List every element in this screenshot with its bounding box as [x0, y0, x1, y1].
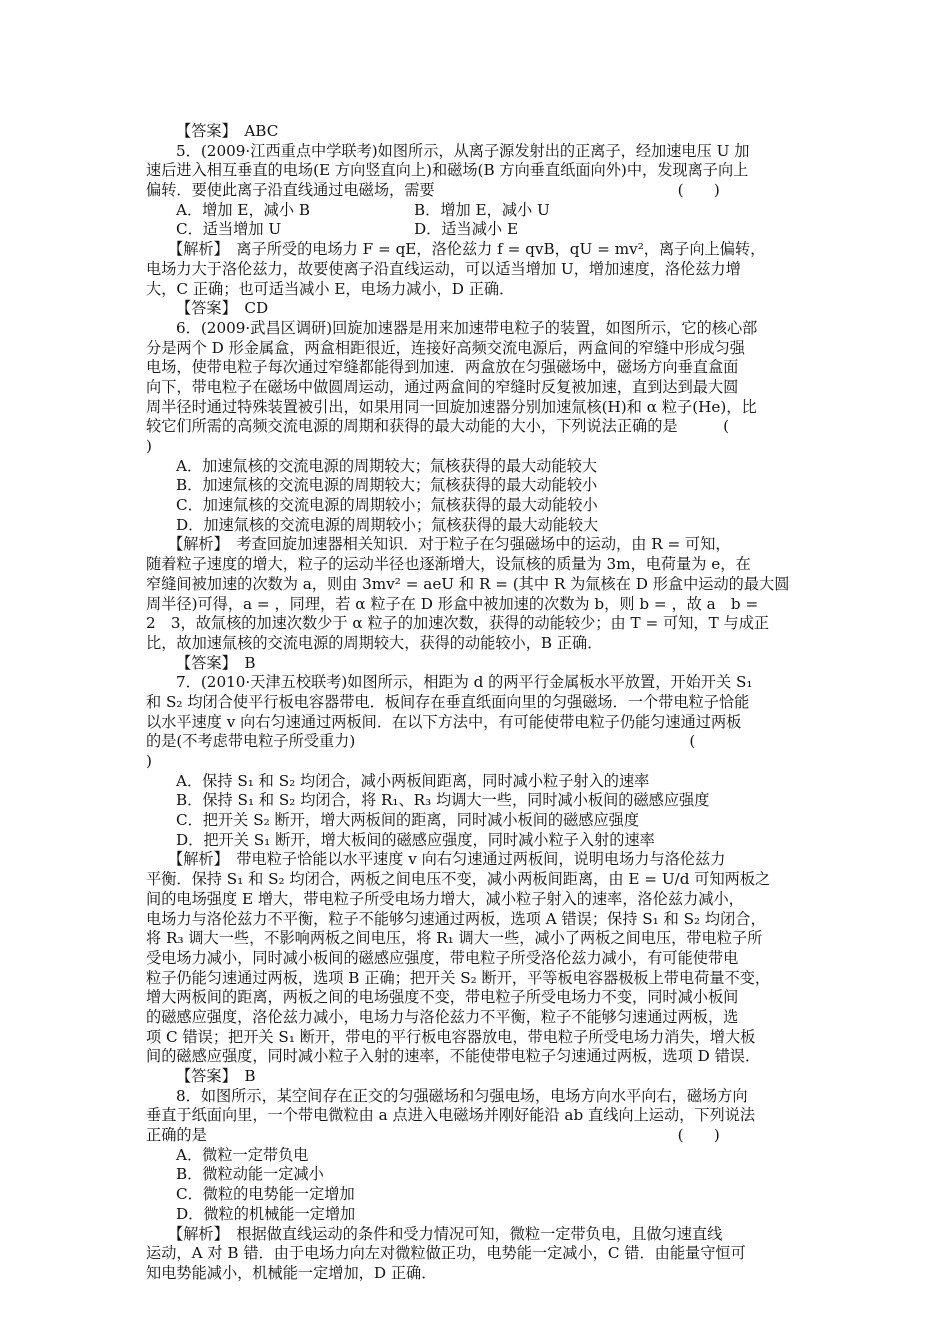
text-line [146, 1146, 806, 1166]
text-line [146, 831, 806, 851]
text-line [146, 378, 806, 398]
line-text: 较它们所需的高频交流电源的周期和获得的最大动能的大小，下列说法正确的是 ( [146, 417, 730, 436]
text-line [146, 437, 806, 457]
line-text: 项 C 错误；把开关 S₁ 断开，带电的平行板电容器放电，带电粒子所受电场力消失，增大板 [146, 1027, 756, 1046]
text-line [146, 1087, 806, 1107]
text-line [146, 654, 806, 674]
text-line [146, 1028, 806, 1048]
text-line [146, 988, 806, 1008]
text-line [146, 890, 806, 910]
text-line [146, 1067, 806, 1087]
text-line [146, 673, 806, 693]
document-page [146, 122, 806, 1284]
text-line [146, 850, 806, 870]
line-text: 运动，A 对 B 错．由于电场力向左对微粒做正功，电势能一定减小，C 错．由能量守恒可 [146, 1244, 746, 1263]
line-text: D．微粒的机械能一定增加 [176, 1204, 356, 1223]
text-line [146, 1008, 806, 1028]
text-line [146, 752, 806, 772]
text-line [146, 949, 806, 969]
line-text: 【解析】 考查回旋加速器相关知识．对于粒子在匀强磁场中的运动，由 R = 可知， [168, 535, 731, 554]
text-line [146, 240, 806, 260]
line-text: 电场，使带电粒子每次通过窄缝都能得到加速．两盒放在匀强磁场中，磁场方向垂直盒面 [146, 358, 739, 377]
line-text: D．加速氚核的交流电源的周期较小；氚核获得的最大动能较大 [176, 515, 599, 534]
text-line [146, 1047, 806, 1067]
text-line [146, 791, 806, 811]
text-line [146, 181, 806, 201]
text-line [146, 595, 806, 615]
line-text: 间的磁感应强度，同时减小粒子入射的速率，不能使带电粒子匀速通过两板，选项 D 错误． [146, 1047, 761, 1066]
line-text: 【答案】 B [176, 653, 256, 672]
line-text: 和 S₂ 均闭合使平行板电容器带电．板间存在垂直纸面向里的匀强磁场．一个带电粒子恰能 [146, 692, 750, 711]
line-text: 正确的是 ( ) [146, 1126, 720, 1145]
line-text: 大，C 正确；也可适当减小 E，电场力减小，D 正确． [146, 279, 515, 298]
line-text: B．微粒动能一定减小 [176, 1165, 324, 1184]
text-line [146, 516, 806, 536]
text-line [146, 1264, 806, 1284]
text-line [146, 713, 806, 733]
text-line [146, 1185, 806, 1205]
line-text: B．加速氚核的交流电源的周期较大；氚核获得的最大动能较小 [176, 476, 598, 495]
line-text: 速后进入相互垂直的电场(E 方向竖直向上)和磁场(B 方向垂直纸面向外)中，发现离子向上 [146, 161, 749, 180]
line-text: 窄缝间被加速的次数为 a，则由 3mv² = aeU 和 R = (其中 R 为氚核在 D 形盒中运动的最大圆 [146, 574, 790, 593]
line-text: 【答案】 ABC [176, 122, 279, 140]
line-text: C．适当增加 U [176, 220, 282, 239]
text-line [146, 1225, 806, 1245]
option-right: B．增加 E，减小 U [414, 200, 550, 219]
line-text: 【解析】 带电粒子恰能以水平速度 v 向右匀速通过两板间，说明电场力与洛伦兹力 [168, 850, 726, 869]
line-text: 的是(不考虑带电粒子所受重力) ( [146, 732, 696, 751]
text-line [146, 161, 806, 181]
line-text: C．微粒的电势能一定增加 [176, 1185, 355, 1204]
text-line [146, 910, 806, 930]
text-line [146, 969, 806, 989]
line-text: 7．(2010·天津五校联考)如图所示，相距为 d 的两平行金属板水平放置，开始开关 S₁ [176, 673, 753, 692]
line-text: 受电场力减小，同时减小板间的磁感应强度，带电粒子所受洛伦兹力减小，有可能使带电 [146, 948, 739, 967]
text-line [146, 122, 806, 142]
text-line [146, 398, 806, 418]
line-text: 向下，带电粒子在磁场中做圆周运动，通过两盒间的窄缝时反复被加速，直到达到最大圆 [146, 377, 739, 396]
text-line [146, 772, 806, 792]
line-text: 比，故加速氚核的交流电源的周期较大，获得的动能较小，B 正确． [146, 633, 603, 652]
text-line [146, 1106, 806, 1126]
text-line [146, 811, 806, 831]
line-text: A．微粒一定带负电 [176, 1145, 309, 1164]
text-line [146, 142, 806, 162]
text-line [146, 555, 806, 575]
text-line [146, 476, 806, 496]
text-line [146, 299, 806, 319]
line-text: 分是两个 D 形金属盒，两盒相距很近，连接好高频交流电源后，两盒间的窄缝中形成匀强 [146, 338, 745, 357]
line-text: 以水平速度 v 向右匀速通过两板间．在以下方法中，有可能使带电粒子仍能匀速通过两板 [146, 712, 742, 731]
line-text: 随着粒子速度的增大，粒子的运动半径也逐渐增大，设氚核的质量为 3m，电荷量为 e，在 [146, 555, 751, 574]
text-line [146, 1165, 806, 1185]
text-line [146, 1244, 806, 1264]
line-text: 将 R₃ 调大一些，不影响两板之间电压，将 R₁ 调大一些，减小了两板之间电压，带电粒子所 [146, 929, 763, 948]
line-text: D．把开关 S₁ 断开，增大板间的磁感应强度，同时减小粒子入射的速率 [176, 830, 655, 849]
text-line [146, 870, 806, 890]
line-text: 知电势能减小，机械能一定增加，D 正确． [146, 1263, 437, 1282]
text-line [146, 634, 806, 654]
line-text: C．把开关 S₂ 断开，增大两板间的距离，同时减小板间的磁感应强度 [176, 811, 640, 830]
line-text: 增大两板间的距离，两板之间的电场强度不变，带电粒子所受电场力不变，同时减小板间 [146, 988, 739, 1007]
line-text: 8．如图所示，某空间存在正交的匀强磁场和匀强电场，电场方向水平向右，磁场方向 [176, 1086, 748, 1105]
line-text: 【答案】 B [176, 1067, 256, 1085]
text-line [146, 1126, 806, 1146]
line-text: 电场力与洛伦兹力不平衡，粒子不能够匀速通过两板，选项 A 错误；保持 S₁ 和 S₂ 均闭合， [146, 909, 766, 928]
text-line [146, 535, 806, 555]
text-line [146, 732, 806, 752]
line-text: C．加速氚核的交流电源的周期较小；氚核获得的最大动能较小 [176, 496, 598, 515]
option-right: D．适当减小 E [414, 220, 519, 239]
line-text: B．保持 S₁ 和 S₂ 均闭合，将 R₁、R₃ 均调大一些，同时减小板间的磁感应强度 [176, 791, 710, 810]
text-line [146, 280, 806, 300]
text-line [146, 496, 806, 516]
line-text: A．保持 S₁ 和 S₂ 均闭合，减小两板间距离，同时减小粒子射入的速率 [176, 771, 650, 790]
line-text: 2 3，故氚核的加速次数少于 α 粒子的加速次数，获得的动能较少；由 T = 可知，T 与成正 [146, 614, 770, 633]
line-text: 5．(2009·江西重点中学联考)如图所示，从离子源发射出的正离子，经加速电压 U 加 [176, 141, 750, 160]
text-line [146, 220, 806, 240]
line-text: A．增加 E，减小 B [176, 200, 310, 219]
line-text: 周半径)可得，a = ，同理，若 α 粒子在 D 形盒中被加速的次数为 b，则 b = ，故 a b = [146, 594, 759, 613]
line-text: 偏转．要使此离子沿直线通过电磁场，需要 ( ) [146, 181, 720, 200]
text-line [146, 358, 806, 378]
line-text: 周半径时通过特殊装置被引出，如果用同一回旋加速器分别加速氚核(H)和 α 粒子(He)，比 [146, 397, 757, 416]
line-text: 粒子仍能匀速通过两板，选项 B 正确；把开关 S₂ 断开，平等板电容器极板上带电荷量不变， [146, 968, 771, 987]
line-text: 的磁感应强度，洛伦兹力减小，电场力与洛伦兹力不平衡，粒子不能够匀速通过两板，选 [146, 1007, 739, 1026]
line-text: 电场力大于洛伦兹力，故要使离子沿直线运动，可以适当增加 U，增加速度，洛伦兹力增 [146, 259, 741, 278]
line-text: 6．(2009·武昌区调研)回旋加速器是用来加速带电粒子的装置，如图所示，它的核心部 [176, 318, 758, 337]
text-line [146, 614, 806, 634]
line-text: ) [146, 437, 152, 455]
line-text: A．加速氚核的交流电源的周期较大；氚核获得的最大动能较大 [176, 456, 598, 475]
line-text: 垂直于纸面向里，一个带电微粒由 a 点进入电磁场并刚好能沿 ab 直线向上运动，下列说法 [146, 1106, 756, 1125]
text-line [146, 457, 806, 477]
text-line [146, 1205, 806, 1225]
text-line [146, 417, 806, 437]
line-text: 平衡．保持 S₁ 和 S₂ 均闭合，两板之间电压不变，减小两板间距离，由 E = U/d 可知两板之 [146, 870, 771, 889]
text-line [146, 201, 806, 221]
text-line [146, 339, 806, 359]
text-line [146, 929, 806, 949]
line-text: ) [146, 752, 152, 770]
line-text: 间的电场强度 E 增大，带电粒子所受电场力增大，减小粒子射入的速率，洛伦兹力减小， [146, 889, 744, 908]
line-text: 【解析】 离子所受的电场力 F = qE，洛伦兹力 f = qvB，qU = mv²，离子向上偏转， [168, 240, 766, 259]
text-line [146, 260, 806, 280]
text-line [146, 575, 806, 595]
line-text: 【解析】 根据做直线运动的条件和受力情况可知，微粒一定带负电，且做匀速直线 [168, 1224, 723, 1243]
text-line [146, 319, 806, 339]
text-line [146, 693, 806, 713]
line-text: 【答案】 CD [176, 299, 269, 318]
